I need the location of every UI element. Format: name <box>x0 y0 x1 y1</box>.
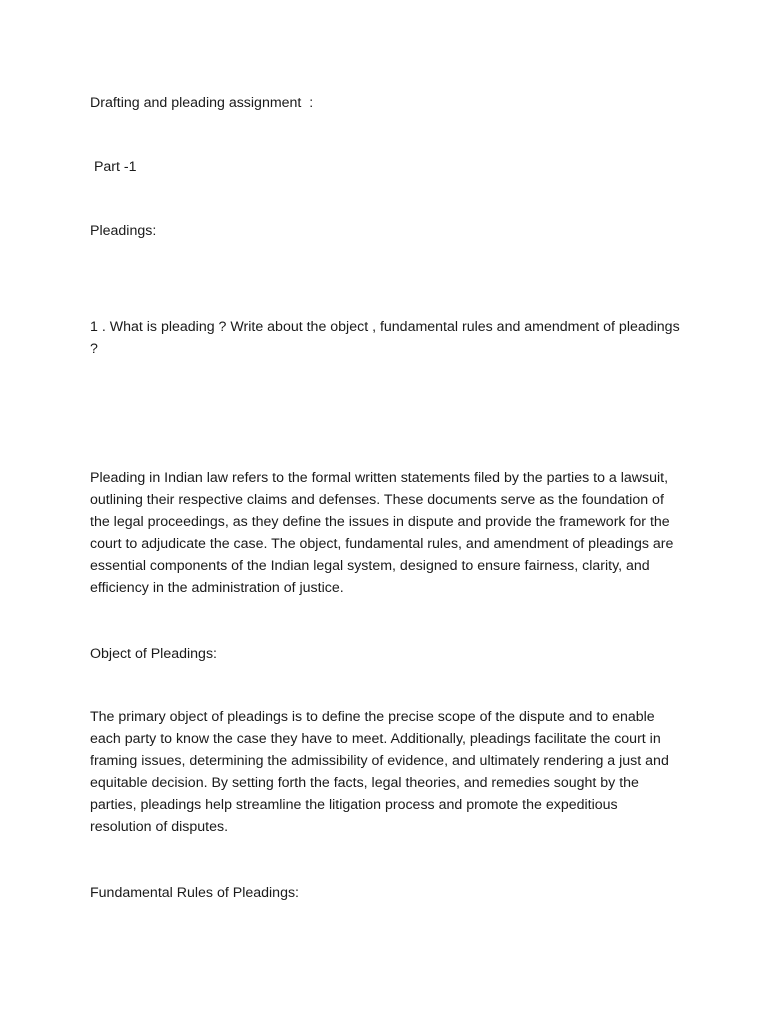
part-label: Part -1 <box>90 159 137 175</box>
question-text: 1 . What is pleading ? Write about the object , fundamental rules and amendment of pleadings ? <box>90 319 680 357</box>
rules-heading: Fundamental Rules of Pleadings: <box>90 885 299 901</box>
object-paragraph: The primary object of pleadings is to define the precise scope of the dispute and to enable each party to know the case they have to meet. Additionally, pleadings facilitate the court in framing issues, determining the admissibility of evidence, and ultimately rendering a just and equitable decision. By setting forth the facts, legal theories, and remedies sought by the parties, pleadings help streamline the litigation process and promote the expeditious resolution of disputes. <box>90 709 669 835</box>
object-heading: Object of Pleadings: <box>90 646 217 662</box>
section-heading: Pleadings: <box>90 223 157 239</box>
intro-paragraph: Pleading in Indian law refers to the formal written statements filed by the parties to a lawsuit, outlining their respective claims and defenses. These documents serve as the foundation of the legal proceedings, as they define the issues in dispute and provide the framework for the court to adjudicate the case. The object, fundamental rules, and amendment of pleadings are essential components of the Indian legal system, designed to ensure fairness, clarity, and efficiency in the administration of justice. <box>90 470 674 596</box>
document-title: Drafting and pleading assignment : <box>90 95 314 111</box>
